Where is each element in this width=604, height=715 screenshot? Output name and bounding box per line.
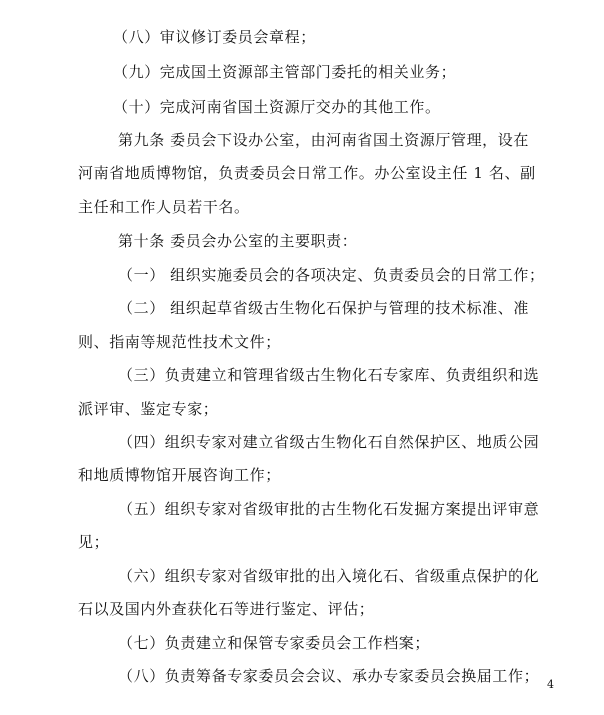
text-line: 则、指南等规范性技术文件；	[78, 333, 281, 351]
text-line: （四）组织专家对建立省级古生物化石自然保护区、地质公园	[118, 433, 540, 451]
text-line: 见；	[78, 533, 110, 551]
text-line: （九）完成国土资源部主管部门委托的相关业务；	[113, 63, 457, 81]
article-ten-line: 第十条 委员会办公室的主要职责：	[118, 232, 358, 250]
text-line: （三）负责建立和管理省级古生物化石专家库、负责组织和选	[118, 366, 540, 384]
text-line: （七）负责建立和保管专家委员会工作档案；	[118, 634, 431, 652]
text-line: 河南省地质博物馆，负责委员会日常工作。办公室设主任 1 名、副	[78, 164, 536, 182]
text-line: （二） 组织起草省级古生物化石保护与管理的技术标准、准	[118, 299, 529, 317]
text-line: （八）负责筹备专家委员会会议、承办专家委员会换届工作；	[118, 667, 540, 685]
text-line: （一） 组织实施委员会的各项决定、负责委员会的日常工作；	[118, 266, 545, 284]
text-line: 和地质博物馆开展咨询工作；	[78, 466, 281, 484]
text-line: （六）组织专家对省级审批的出入境化石、省级重点保护的化	[118, 567, 540, 585]
article-nine-line: 第九条 委员会下设办公室，由河南省国土资源厅管理，设在	[118, 131, 529, 149]
text-line: 主任和工作人员若干名。	[78, 198, 250, 216]
text-line: （十）完成河南省国土资源厅交办的其他工作。	[113, 98, 441, 116]
text-line: 派评审、鉴定专家；	[78, 400, 219, 418]
text-line: （五）组织专家对省级审批的古生物化石发掘方案提出评审意	[118, 500, 540, 518]
text-line: （八）审议修订委员会章程；	[113, 28, 316, 46]
text-line: 石以及国内外查获化石等进行鉴定、评估；	[78, 600, 375, 618]
page-number: 4	[547, 678, 554, 691]
